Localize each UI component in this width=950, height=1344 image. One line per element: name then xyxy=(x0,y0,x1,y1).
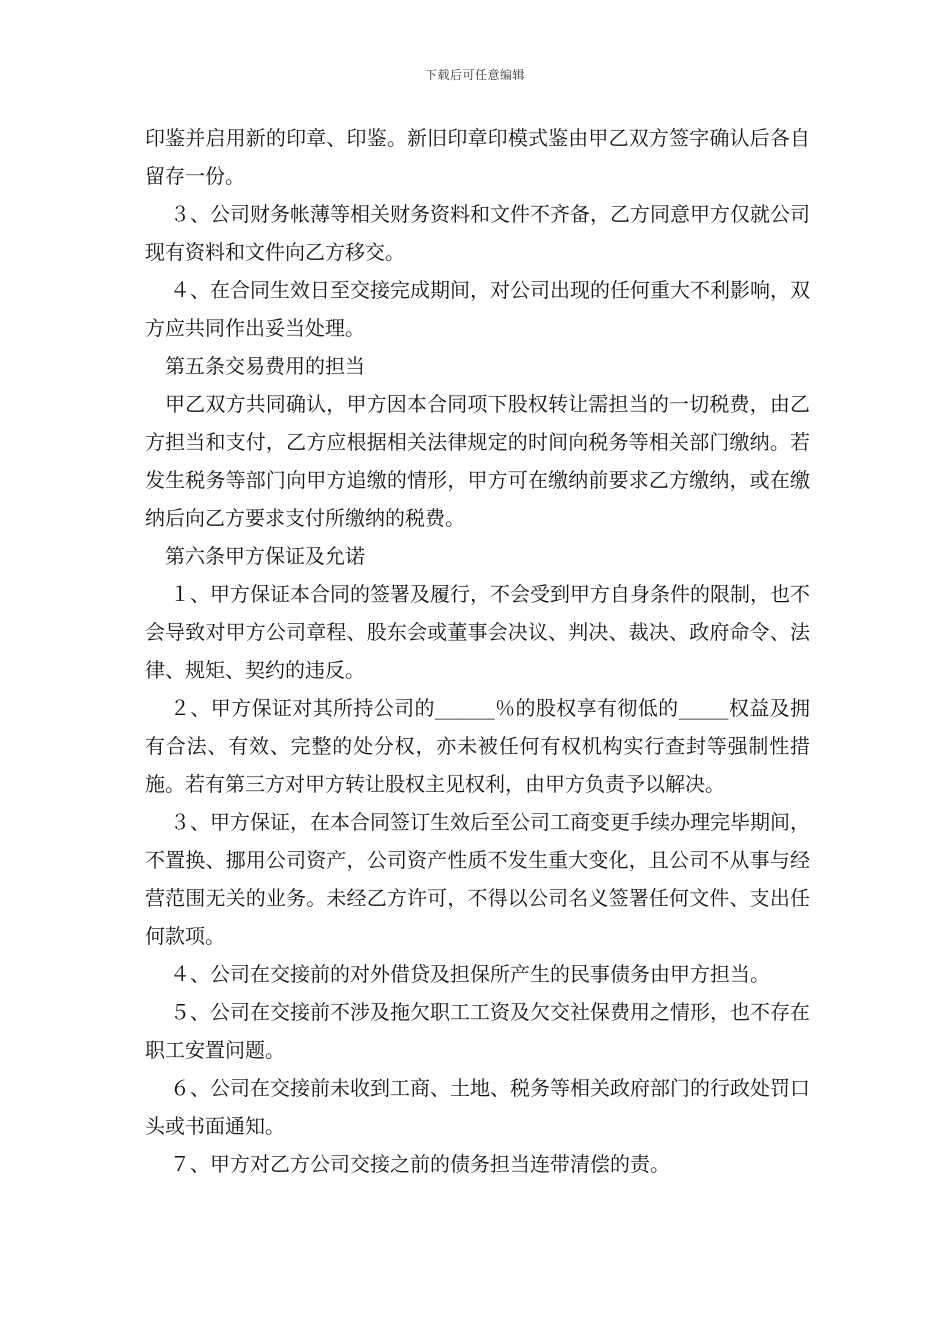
page-header: 下载后可任意编辑 xyxy=(424,68,525,82)
paragraph: ４、公司在交接前的对外借贷及担保所产生的民事债务由甲方担当。 xyxy=(170,962,770,986)
paragraph: ５、公司在交接前不涉及拖欠职工工资及欠交社保费用之情形，也不存在职工安置问题。 xyxy=(145,1000,810,1062)
document-body xyxy=(145,119,810,1183)
paragraph: 甲乙双方共同确认，甲方因本合同项下股权转让需担当的一切税费，由乙方担当和支付，乙方应根据相关法律规定的时间向税务等相关部门缴纳。若发生税务等部门向甲方追缴的情形，甲方可在缴纳前要求乙方缴纳，或在缴纳后向乙方要求支付所缴纳的税费。 xyxy=(145,392,810,530)
section-heading: 第六条甲方保证及允诺 xyxy=(165,544,365,568)
paragraph: ３、公司财务帐薄等相关财务资料和文件不齐备，乙方同意甲方仅就公司现有资料和文件向乙方移交。 xyxy=(145,202,810,264)
paragraph: ７、甲方对乙方公司交接之前的债务担当连带清偿的责。 xyxy=(170,1152,670,1176)
paragraph: １、甲方保证本合同的签署及履行，不会受到甲方自身条件的限制，也不会导致对甲方公司章程、股东会或董事会决议、判决、裁决、政府命令、法律、规矩、契约的违反。 xyxy=(145,582,810,682)
paragraph: ２、甲方保证对其所持公司的______％的股权享有彻低的_____权益及拥有合法、有效、完整的处分权，亦未被任何有权机构实行查封等强制性措施。若有第三方对甲方转让股权主见权利，由甲方负责予以解决。 xyxy=(145,696,810,796)
paragraph: ３、甲方保证，在本合同签订生效后至公司工商变更手续办理完毕期间，不置换、挪用公司资产，公司资产性质不发生重大变化，且公司不从事与经营范围无关的业务。未经乙方许可，不得以公司名义签署任何文件、支出任何款项。 xyxy=(145,810,810,948)
paragraph: 印鉴并启用新的印章、印鉴。新旧印章印模式鉴由甲乙双方签字确认后各自留存一份。 xyxy=(145,126,810,188)
paragraph: ６、公司在交接前未收到工商、土地、税务等相关政府部门的行政处罚口头或书面通知。 xyxy=(145,1076,810,1138)
section-heading: 第五条交易费用的担当 xyxy=(165,354,365,378)
paragraph: ４、在合同生效日至交接完成期间，对公司出现的任何重大不利影响，双方应共同作出妥当处理。 xyxy=(145,278,810,340)
